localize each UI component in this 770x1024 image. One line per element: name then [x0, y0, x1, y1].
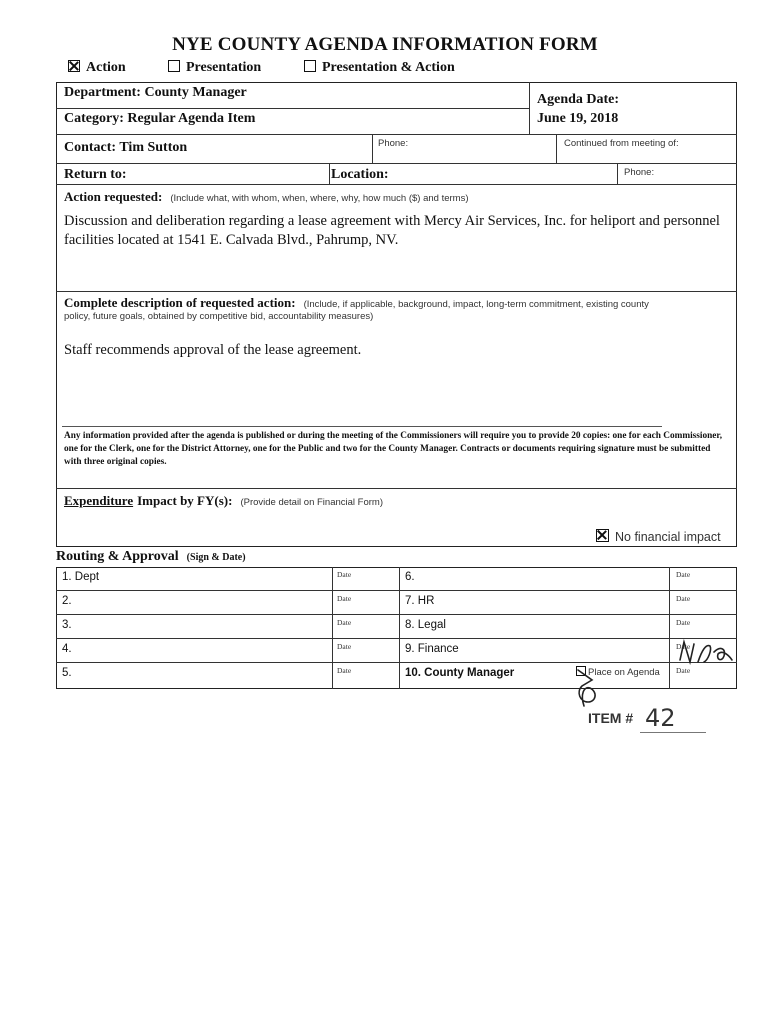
date-label: Date — [337, 570, 352, 579]
item-number-underline — [640, 732, 706, 733]
expenditure-heading — [64, 492, 383, 510]
description-text: Staff recommends approval of the lease agreement. — [64, 342, 362, 358]
routing-step-7: 7. HR — [405, 595, 435, 607]
date-label: Date — [337, 642, 352, 651]
item-label: ITEM # — [588, 710, 634, 726]
presentation-checkbox[interactable] — [168, 60, 180, 72]
form-title: NYE COUNTY AGENDA INFORMATION FORM — [172, 34, 598, 55]
continued-from-label: Continued from meeting of: — [564, 138, 679, 149]
divider — [617, 163, 618, 184]
divider — [669, 567, 670, 689]
finance-initials-signature — [676, 636, 734, 670]
date-label: Date — [337, 666, 352, 675]
routing-subtitle: (Sign & Date) — [186, 552, 246, 563]
divider — [329, 163, 330, 184]
action-requested-heading — [64, 188, 468, 206]
action-checkbox[interactable] — [68, 60, 80, 72]
submission-notice: Any information provided after the agenda is published or during the meeting of the Commissioners will require you to provide 20 copies: one for each Commissioner, one for the Clerk, one for the District Attorney, one for the Public and two for the County Manager. Contracts or documents requiring signature must be submitted with three original copies. — [64, 431, 723, 467]
divider — [56, 291, 737, 292]
routing-title: Routing & Approval — [56, 549, 179, 564]
no-financial-impact-checkbox[interactable] — [596, 529, 609, 542]
place-on-agenda-label: Place on Agenda — [588, 667, 660, 678]
divider — [372, 134, 373, 163]
routing-step-9: 9. Finance — [405, 643, 459, 655]
option-presentation-action-label: Presentation & Action — [322, 60, 455, 75]
county-manager-signature-mark — [572, 662, 606, 712]
notice-rule — [62, 426, 662, 427]
action-requested-text: Discussion and deliberation regarding a lease agreement with Mercy Air Services, Inc. for heliport and personnel facilities located at 1541 E. Calvada Blvd., Pahrump, NV. — [64, 213, 720, 248]
agenda-date-value: June 19, 2018 — [537, 111, 619, 126]
divider — [56, 662, 737, 663]
presentation-action-checkbox[interactable] — [304, 60, 316, 72]
divider — [332, 567, 333, 689]
date-label: Date — [676, 642, 691, 651]
option-action-label: Action — [86, 60, 126, 75]
routing-step-5: 5. — [62, 667, 72, 679]
description-hint-1: (Include, if applicable, background, impact, long-term commitment, existing county — [303, 299, 649, 310]
description-label: Complete description of requested action: — [64, 295, 296, 310]
contact-field: Contact: Tim Sutton — [64, 140, 188, 155]
divider — [56, 488, 737, 489]
agenda-date-label: Agenda Date: — [537, 92, 620, 107]
routing-step-8: 8. Legal — [405, 619, 446, 631]
return-to-label: Return to: — [64, 167, 127, 182]
divider — [56, 590, 737, 591]
routing-step-10: 10. County Manager — [405, 667, 515, 679]
divider — [399, 567, 400, 689]
expenditure-label: Expenditure — [64, 493, 134, 508]
date-label: Date — [337, 618, 352, 627]
date-label: Date — [337, 594, 352, 603]
date-label: Date — [676, 594, 691, 603]
action-requested-hint: (Include what, with whom, when, where, why, how much ($) and terms) — [170, 193, 469, 204]
no-financial-impact-option[interactable] — [596, 529, 721, 544]
date-label: Date — [676, 570, 691, 579]
expenditure-hint: (Provide detail on Financial Form) — [240, 497, 383, 508]
phone-label: Phone: — [378, 138, 409, 149]
expenditure-label-rest: Impact by FY(s): — [137, 493, 233, 508]
option-presentation[interactable] — [168, 60, 261, 76]
routing-heading — [56, 549, 246, 565]
description-hint-2: policy, future goals, obtained by competitive bid, accountability measures) — [64, 311, 374, 322]
date-label: Date — [676, 618, 691, 627]
divider — [56, 184, 737, 185]
option-presentation-label: Presentation — [186, 60, 262, 75]
phone-label-2: Phone: — [624, 167, 655, 178]
routing-step-6: 6. — [405, 571, 415, 583]
date-label: Date — [676, 666, 691, 675]
description-heading — [64, 294, 649, 312]
department-field: Department: County Manager — [64, 85, 247, 100]
divider — [56, 134, 737, 135]
routing-step-3: 3. — [62, 619, 72, 631]
divider — [56, 108, 529, 109]
no-financial-impact-label: No financial impact — [615, 530, 721, 544]
option-presentation-action[interactable] — [304, 60, 455, 76]
divider — [56, 614, 737, 615]
divider — [56, 163, 737, 164]
location-label: Location: — [331, 167, 389, 182]
routing-step-1: 1. Dept — [62, 571, 100, 583]
routing-step-2: 2. — [62, 595, 72, 607]
action-requested-label: Action requested: — [64, 189, 163, 204]
item-number: 42 — [645, 704, 676, 732]
divider — [529, 82, 530, 134]
divider — [556, 134, 557, 163]
category-field: Category: Regular Agenda Item — [64, 111, 256, 126]
routing-step-4: 4. — [62, 643, 72, 655]
divider — [56, 638, 737, 639]
option-action[interactable] — [68, 60, 126, 76]
